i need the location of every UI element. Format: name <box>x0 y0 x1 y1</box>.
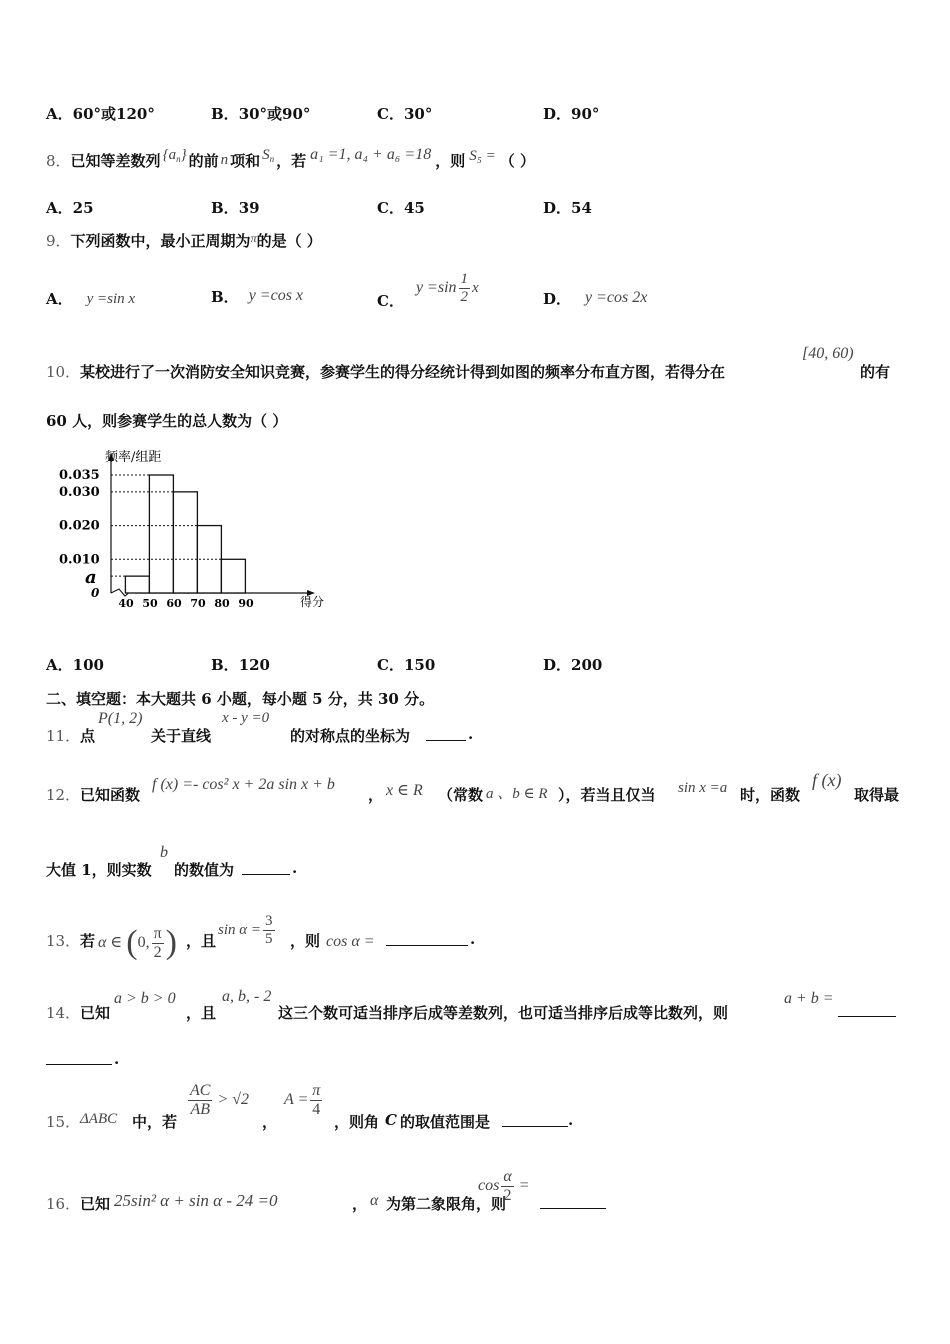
q13-alpha-range: α ∈ (0, $\frac{\pi}{2}$ ) <box>98 924 177 961</box>
q9-option-b: B． y =cos x <box>211 287 304 306</box>
x-tick-label: 90 <box>238 597 254 610</box>
q7-option-c: C．30° <box>377 105 433 123</box>
q8-option-d: D．54 <box>543 199 592 217</box>
q7-option-b: B．30°或90° <box>211 105 311 123</box>
y-tick-label: a <box>85 567 97 589</box>
question-14: 14． 已知 a > b > 0 ，且 a, b, - 2 这三个数可适当排序后成等差数列，也可适当排序后成等比数列，则 a + b = <box>46 986 906 1026</box>
y-tick-label: 0.020 <box>59 518 100 534</box>
q7-option-d: D．90° <box>543 105 600 123</box>
q12-function: f (x) =- cos² x + 2a sin x + b <box>152 776 335 793</box>
q8-option-a: A．25 <box>46 199 94 217</box>
x-tick-label: 70 <box>190 597 206 610</box>
question-13: 13． 若 α ∈ (0, $\frac{\pi}{2}$ ) ，且 sin α = $\frac{3}{5}$ ，则 cos α = . <box>46 913 476 961</box>
q8-condition: a₁ =1, a₄ + a₆ =18 <box>310 146 432 163</box>
y-tick-label: 0.035 <box>59 468 100 483</box>
question-10: 10． 某校进行了一次消防安全知识竞赛，参赛学生的得分经统计得到如图的频率分布直方图，若得分在 [40, 60) 的有 <box>46 345 891 381</box>
q8-sequence: $\{a_n\}$ <box>162 146 187 164</box>
question-15: 15． ΔABC 中，若 $\frac{AC}{AB}$ > √2 ， A = $\frac{\pi}{4}$ ，则角 C 的取值范围是 . <box>46 1082 574 1131</box>
histogram-bar <box>221 559 245 593</box>
q10-option-d: D．200 <box>543 656 603 674</box>
x-axis-label: 得分 <box>300 595 325 609</box>
question-12: 12． 已知函数 f (x) =- cos² x + 2a sin x + b ， x ∈ R （常数 a 、b ∈ R ），若当且仅当 sin x =a 时，函数 f (x) 取得最 <box>46 770 900 804</box>
x-tick-label: 60 <box>166 597 182 610</box>
histogram-bar <box>125 576 149 593</box>
q9-option-a: A． y =sin x <box>46 290 136 308</box>
x-tick-label: 80 <box>214 597 230 610</box>
q9-option-c: C． y =sin $\frac{1}{2}$ x <box>377 271 479 310</box>
q8-number: 8． <box>46 151 71 170</box>
q10-option-a: A．100 <box>46 656 104 674</box>
q8-option-b: B．39 <box>211 199 260 217</box>
histogram-bar <box>173 492 197 593</box>
section-2-title: 二、填空题：本大题共 6 小题，每小题 5 分，共 30 分。 <box>46 690 435 708</box>
q10-interval: [40, 60) <box>802 345 854 362</box>
histogram-bar <box>149 475 173 593</box>
q10-option-c: C．150 <box>377 656 436 674</box>
q10-option-b: B．120 <box>211 656 270 674</box>
x-tick-label: 40 <box>118 597 134 610</box>
q8-option-c: C．45 <box>377 199 425 217</box>
question-16: 16． 已知 25sin² α + sin α - 24 =0 ， α 为第二象限角，则 cos $\frac{\alpha}{2}$ = <box>46 1168 646 1218</box>
question-9: 9．下列函数中，最小正周期为$^\pi$的是（ ） <box>46 231 322 250</box>
y-axis-label: 频率/组距 <box>105 450 162 465</box>
q9-option-d: D． y =cos 2x <box>543 289 648 308</box>
histogram-chart <box>55 443 345 618</box>
question-8: 8． 已知等差数列 $\{a_n\}$ 的前 n 项和 $S_n$ ，若 a₁ =1, a₄ + a₆ =18 ，则 S₅ = （ ） <box>46 146 536 170</box>
y-tick-label: 0.010 <box>59 552 100 568</box>
x-tick-label: 50 <box>142 597 158 610</box>
q7-option-a: A．60°或120° <box>46 105 155 123</box>
origin-label: 0 <box>91 586 100 600</box>
y-tick-label: 0.030 <box>59 484 100 500</box>
q10-line2: 60 人，则参赛学生的总人数为（ ） <box>46 412 288 430</box>
